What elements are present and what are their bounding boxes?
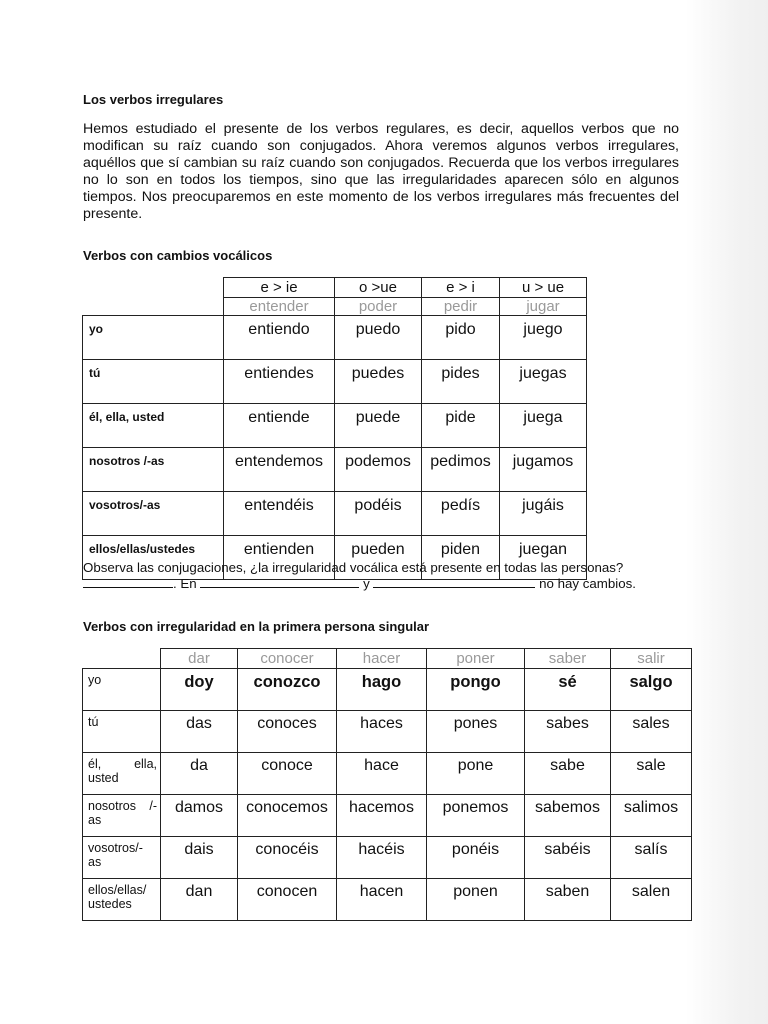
- verb-form: jugáis: [500, 492, 587, 536]
- section2-heading: Verbos con irregularidad en la primera persona singular: [83, 619, 430, 634]
- table-row: [83, 492, 587, 536]
- question-text: y: [363, 576, 370, 591]
- verb-form: pones: [427, 711, 525, 753]
- verb-form: pedís: [422, 492, 500, 536]
- verb-form: entendéis: [224, 492, 335, 536]
- verb-form: entiende: [224, 404, 335, 448]
- question-text: Observa las conjugaciones, ¿la irregularidad vocálica está presente en todas las personas?: [83, 560, 624, 575]
- verb-form: sé: [525, 669, 611, 711]
- verb-form: pedimos: [422, 448, 500, 492]
- verb-form: haces: [337, 711, 427, 753]
- verb-form: conocen: [238, 879, 337, 921]
- verb-form: pongo: [427, 669, 525, 711]
- verb-form: hacéis: [337, 837, 427, 879]
- verb-form: juegan: [500, 536, 587, 580]
- table-row: [83, 448, 587, 492]
- verb-form: conoce: [238, 753, 337, 795]
- change-header: e > i: [422, 278, 500, 298]
- verb-form: juega: [500, 404, 587, 448]
- verb-form: jugamos: [500, 448, 587, 492]
- verb-form: hace: [337, 753, 427, 795]
- infinitive-header: poner: [427, 649, 525, 669]
- verb-form: puedes: [335, 360, 422, 404]
- verb-form: ponemos: [427, 795, 525, 837]
- table-row: [83, 837, 692, 879]
- infinitive-header: pedir: [422, 298, 500, 316]
- infinitive-header: jugar: [500, 298, 587, 316]
- verb-form: sabéis: [525, 837, 611, 879]
- verb-form: entienden: [224, 536, 335, 580]
- table-row: [83, 669, 692, 711]
- verb-form: dais: [161, 837, 238, 879]
- infinitive-header: hacer: [337, 649, 427, 669]
- verb-form: puede: [335, 404, 422, 448]
- verb-form: pido: [422, 316, 500, 360]
- infinitive-header: entender: [224, 298, 335, 316]
- verb-form: conocéis: [238, 837, 337, 879]
- verb-form: das: [161, 711, 238, 753]
- table-row: [83, 316, 587, 360]
- verb-form: sale: [611, 753, 692, 795]
- verb-form: salís: [611, 837, 692, 879]
- question-text: . En: [173, 576, 197, 591]
- answer-blank[interactable]: [373, 576, 535, 588]
- verb-form: entiendo: [224, 316, 335, 360]
- verb-form: juegas: [500, 360, 587, 404]
- table-row: [83, 795, 692, 837]
- verb-form: dan: [161, 879, 238, 921]
- person-label: ellos/ellas/ustedes: [83, 536, 224, 580]
- verb-form: sabe: [525, 753, 611, 795]
- table-row: [83, 711, 692, 753]
- verb-form: hacemos: [337, 795, 427, 837]
- intro-paragraph: Hemos estudiado el presente de los verbos regulares, es decir, aquellos verbos que no modifican su raíz cuando son conjugados. Ahora veremos algunos verbos irregulares, aquéllos que sí cambian su raíz cuando son conjugados. Recuerda que los verbos irregulares no lo son en todos los tiempos, sino que las irregularidades aparecen sólo en algunos tiempos. Nos preocuparemos en este momento de los verbos irregulares más frecuentes del presente.: [83, 121, 679, 222]
- infinitive-header: conocer: [238, 649, 337, 669]
- infinitive-header: poder: [335, 298, 422, 316]
- table-row: [83, 360, 587, 404]
- vowel-change-table: [82, 277, 587, 580]
- first-person-irregular-table: [82, 648, 692, 921]
- verb-form: pide: [422, 404, 500, 448]
- person-label: vosotros/- as: [83, 837, 161, 879]
- verb-form: ponéis: [427, 837, 525, 879]
- verb-form: pone: [427, 753, 525, 795]
- verb-form: podemos: [335, 448, 422, 492]
- person-label: vosotros/-as: [83, 492, 224, 536]
- person-label: ellos/ellas/ ustedes: [83, 879, 161, 921]
- person-label: tú: [83, 711, 161, 753]
- scan-shadow: [686, 0, 768, 1024]
- exercise-question: [83, 560, 677, 592]
- person-label: nosotros /-as: [83, 448, 224, 492]
- verb-form: entendemos: [224, 448, 335, 492]
- verb-form: da: [161, 753, 238, 795]
- verb-form: pueden: [335, 536, 422, 580]
- verb-form: hacen: [337, 879, 427, 921]
- verb-form: salgo: [611, 669, 692, 711]
- page-title: Los verbos irregulares: [83, 92, 224, 107]
- verb-form: ponen: [427, 879, 525, 921]
- verb-form: doy: [161, 669, 238, 711]
- verb-form: podéis: [335, 492, 422, 536]
- infinitive-header: saber: [525, 649, 611, 669]
- infinitive-header: salir: [611, 649, 692, 669]
- person-label: yo: [83, 669, 161, 711]
- person-label: él, ella, usted: [83, 404, 224, 448]
- answer-blank[interactable]: [83, 576, 173, 588]
- verb-form: salen: [611, 879, 692, 921]
- verb-form: hago: [337, 669, 427, 711]
- question-text: no hay cambios.: [539, 576, 636, 591]
- section1-heading: Verbos con cambios vocálicos: [83, 248, 273, 263]
- table-row: [83, 753, 692, 795]
- person-label: nosotros /- as: [83, 795, 161, 837]
- verb-form: sabes: [525, 711, 611, 753]
- verb-form: conocemos: [238, 795, 337, 837]
- verb-form: juego: [500, 316, 587, 360]
- person-label: él, ella, usted: [83, 753, 161, 795]
- verb-form: piden: [422, 536, 500, 580]
- person-label: tú: [83, 360, 224, 404]
- verb-form: conozco: [238, 669, 337, 711]
- change-header: u > ue: [500, 278, 587, 298]
- person-label: yo: [83, 316, 224, 360]
- verb-form: sales: [611, 711, 692, 753]
- infinitive-header: dar: [161, 649, 238, 669]
- table-row: [83, 879, 692, 921]
- verb-form: conoces: [238, 711, 337, 753]
- change-header: e > ie: [224, 278, 335, 298]
- verb-form: puedo: [335, 316, 422, 360]
- table-row: [83, 404, 587, 448]
- change-header: o >ue: [335, 278, 422, 298]
- verb-form: saben: [525, 879, 611, 921]
- verb-form: sabemos: [525, 795, 611, 837]
- verb-form: damos: [161, 795, 238, 837]
- verb-form: entiendes: [224, 360, 335, 404]
- verb-form: pides: [422, 360, 500, 404]
- verb-form: salimos: [611, 795, 692, 837]
- answer-blank[interactable]: [200, 576, 359, 588]
